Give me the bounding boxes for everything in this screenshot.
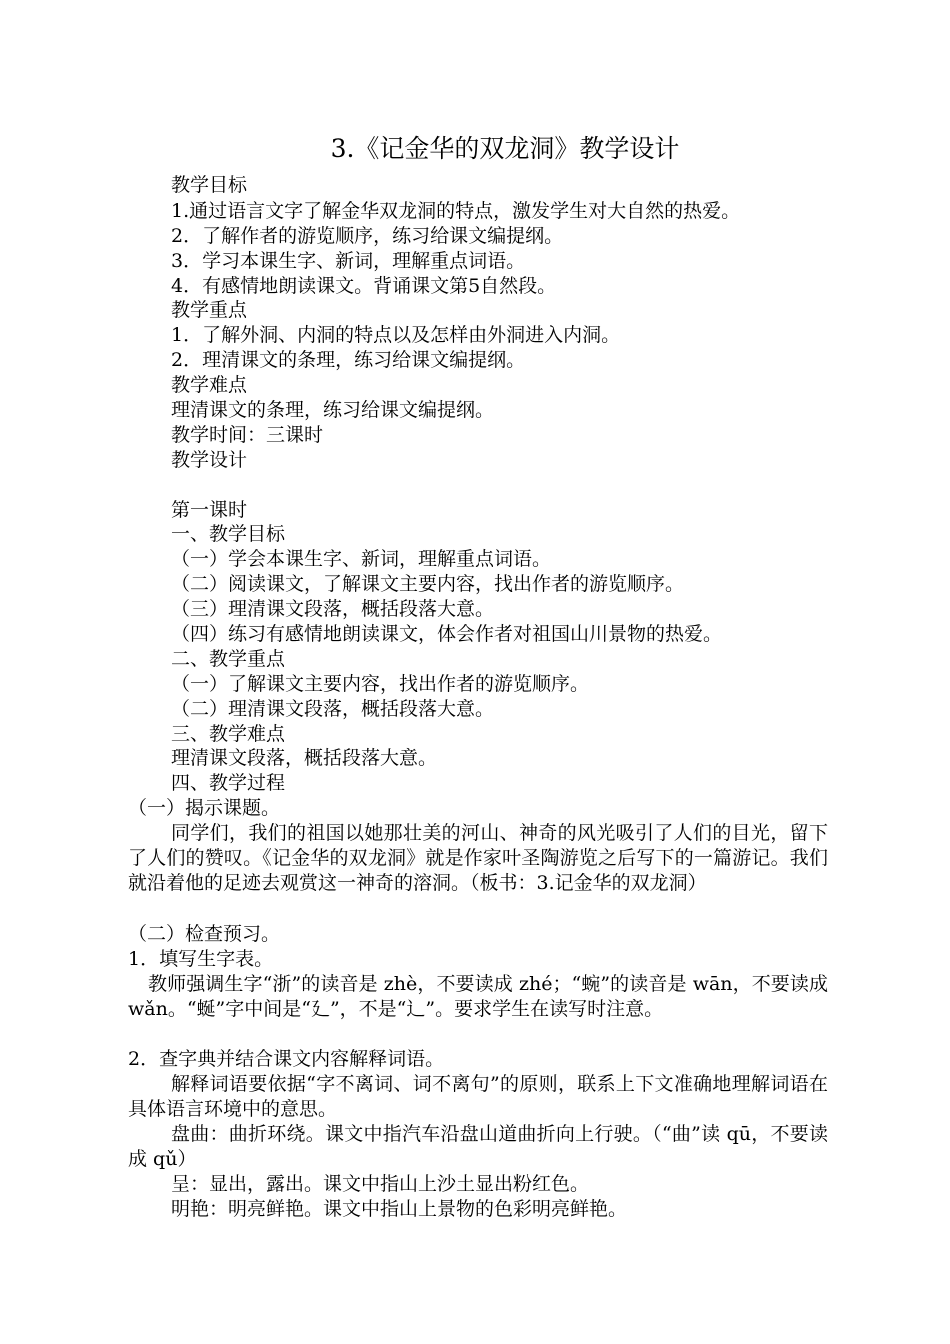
objective-1: 1.通过语言文字了解金华双龙洞的特点，激发学生对大自然的热爱。 bbox=[171, 200, 741, 222]
lesson-objective-1: （一）学会本课生字、新词，理解重点词语。 bbox=[171, 548, 552, 570]
lesson-key-point-1: （一）了解课文主要内容，找出作者的游览顺序。 bbox=[171, 673, 590, 695]
step-reveal-title: （一）揭示课题。 bbox=[128, 797, 281, 819]
lesson-difficulty: 理清课文段落，概括段落大意。 bbox=[171, 747, 438, 769]
intro-paragraph: 同学们，我们的祖国以她那壮美的河山、神奇的风光吸引了人们的目光，留下了人们的赞叹。《记金华的双龙洞》就是作家叶圣陶游览之后写下的一篇游记。我们就沿着他的足迹去观赏这一神奇的溶洞。（板书：3.记金华的双龙洞） bbox=[128, 822, 828, 894]
lesson-one-heading: 第一课时 bbox=[171, 499, 248, 521]
section-objectives: 一、教学目标 bbox=[171, 523, 286, 545]
term-mingyan: 明艳：明亮鲜艳。课文中指山上景物的色彩明亮鲜艳。 bbox=[171, 1198, 628, 1220]
document-title: 3.《记金华的双龙洞》教学设计 bbox=[330, 134, 680, 163]
objective-2: 2．了解作者的游览顺序，练习给课文编提纲。 bbox=[171, 225, 564, 247]
heading-objectives: 教学目标 bbox=[171, 174, 248, 196]
heading-design: 教学设计 bbox=[171, 449, 248, 471]
word-explanation-paragraph: 解释词语要依据“字不离词、词不离句”的原则，联系上下文准确地理解词语在具体语言环境中的意思。 bbox=[128, 1073, 828, 1120]
key-point-2: 2．理清课文的条理，练习给课文编提纲。 bbox=[171, 349, 526, 371]
task-character-table: 1．填写生字表。 bbox=[128, 948, 274, 970]
difficulty-text: 理清课文的条理，练习给课文编提纲。 bbox=[171, 399, 495, 421]
section-process: 四、教学过程 bbox=[171, 772, 286, 794]
pronunciation-paragraph: 教师强调生字“浙”的读音是 zhè，不要读成 zhé；“蜿”的读音是 wān，不要读成 wǎn。“蜒”字中间是“廴”，不是“辶”。要求学生在读写时注意。 bbox=[128, 973, 828, 1020]
section-key-points: 二、教学重点 bbox=[171, 648, 286, 670]
objective-3: 3．学习本课生字、新词，理解重点词语。 bbox=[171, 250, 526, 272]
term-panqu: 盘曲：曲折环绕。课文中指汽车沿盘山道曲折向上行驶。（“曲”读 qū，不要读成 qǔ） bbox=[128, 1123, 828, 1170]
step-check-preview: （二）检查预习。 bbox=[128, 923, 281, 945]
lesson-objective-4: （四）练习有感情地朗读课文，体会作者对祖国山川景物的热爱。 bbox=[171, 623, 723, 645]
term-cheng: 呈：显出，露出。课文中指山上沙土显出粉红色。 bbox=[171, 1173, 590, 1195]
teaching-time: 教学时间：三课时 bbox=[171, 424, 324, 446]
lesson-key-point-2: （二）理清课文段落，概括段落大意。 bbox=[171, 698, 495, 720]
task-dictionary: 2．查字典并结合课文内容解释词语。 bbox=[128, 1048, 445, 1070]
heading-key-points: 教学重点 bbox=[171, 299, 248, 321]
section-difficulties: 三、教学难点 bbox=[171, 723, 286, 745]
key-point-1: 1．了解外洞、内洞的特点以及怎样由外洞进入内洞。 bbox=[171, 324, 621, 346]
heading-difficulties: 教学难点 bbox=[171, 374, 248, 396]
objective-4: 4．有感情地朗读课文。背诵课文第5自然段。 bbox=[171, 275, 557, 297]
lesson-objective-2: （二）阅读课文，了解课文主要内容，找出作者的游览顺序。 bbox=[171, 573, 685, 595]
lesson-objective-3: （三）理清课文段落，概括段落大意。 bbox=[171, 598, 495, 620]
